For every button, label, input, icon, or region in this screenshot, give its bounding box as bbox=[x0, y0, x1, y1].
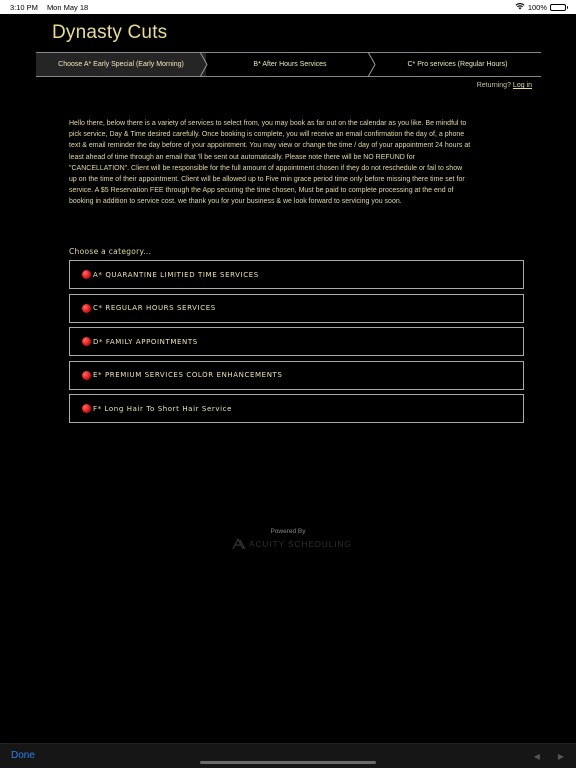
category-label: F* Long Hair To Short Hair Service bbox=[93, 404, 232, 413]
status-date: Mon May 18 bbox=[46, 2, 89, 12]
category-item[interactable] bbox=[69, 361, 524, 390]
category-label: C* REGULAR HOURS SERVICES bbox=[93, 304, 216, 312]
category-list bbox=[69, 260, 524, 428]
category-item[interactable] bbox=[69, 394, 524, 423]
acuity-logo[interactable] bbox=[232, 538, 352, 550]
battery-percent: 100% bbox=[527, 2, 547, 12]
red-dot-icon bbox=[82, 304, 91, 313]
step-after-hours[interactable] bbox=[206, 53, 374, 76]
returning-text: Returning? bbox=[476, 82, 511, 89]
acuity-logo-icon bbox=[232, 538, 246, 550]
done-button[interactable]: Done bbox=[11, 750, 35, 761]
step-label: C* Pro services (Regular Hours) bbox=[407, 61, 508, 68]
battery-icon bbox=[550, 4, 566, 11]
step-label: Choose A* Early Special (Early Morning) bbox=[58, 61, 184, 68]
wifi-icon bbox=[515, 2, 525, 12]
red-dot-icon bbox=[82, 371, 91, 380]
red-dot-icon bbox=[82, 404, 91, 413]
red-dot-icon bbox=[82, 270, 91, 279]
red-dot-icon bbox=[82, 337, 91, 346]
status-bar bbox=[0, 0, 576, 14]
category-item[interactable] bbox=[69, 294, 524, 323]
step-pro-services[interactable] bbox=[374, 53, 541, 76]
powered-by-text: Powered By bbox=[270, 528, 306, 535]
login-link[interactable]: Log in bbox=[512, 82, 532, 89]
acuity-brand-text: ACUITY SCHEDULING bbox=[249, 539, 352, 549]
browser-nav-arrows bbox=[534, 752, 564, 761]
category-item[interactable] bbox=[69, 327, 524, 356]
chevron-left-icon[interactable]: ◀ bbox=[533, 752, 540, 761]
step-early-special[interactable] bbox=[36, 53, 206, 76]
category-label: E* PREMIUM SERVICES COLOR ENHANCEMENTS bbox=[93, 371, 283, 379]
home-indicator bbox=[200, 761, 376, 764]
category-item[interactable] bbox=[69, 260, 524, 289]
status-time: 3:10 PM bbox=[10, 2, 38, 12]
step-label: B* After Hours Services bbox=[253, 61, 327, 68]
returning-prompt bbox=[477, 82, 532, 89]
step-navigation bbox=[36, 52, 541, 77]
browser-bottom-bar bbox=[0, 743, 576, 768]
category-label: A* QUARANTINE LIMITIED TIME SERVICES bbox=[93, 270, 259, 279]
category-heading: Choose a category... bbox=[69, 247, 152, 256]
intro-paragraph: Hello there, below there is a variety of services to select from, you may book as far out on the calendar as you like. Be mindful to pick service, Day & Time desired carefully. Once booking is complete, you will receive an email confirmation the day of, a phone text & email reminder the day before of your appointment. You may view or change the time / day of your appointment 24 hours at least ahead of time through an email that 'll be sent out automatically. Please note there will be NO REFUND for "CANCELLATION". Client will be responsible for the full amount of appointment chosen if they do not reschedule or fail to show up on the time of their appointment. Client will be allowed up to Five min grace period time only before missing there time set for service. A $5 Reservation FEE through the App securing the time chosen, Must be paid to complete processing at the end of booking in addition to service cost. we thank you for your business & we look forward to servicing you soon. bbox=[69, 120, 471, 206]
business-title: Dynasty Cuts bbox=[52, 22, 168, 43]
step-separator-icon bbox=[368, 52, 381, 77]
step-separator-icon bbox=[200, 52, 213, 77]
chevron-right-icon[interactable]: ▶ bbox=[557, 752, 564, 761]
category-label: D* FAMILY APPOINTMENTS bbox=[93, 337, 198, 346]
